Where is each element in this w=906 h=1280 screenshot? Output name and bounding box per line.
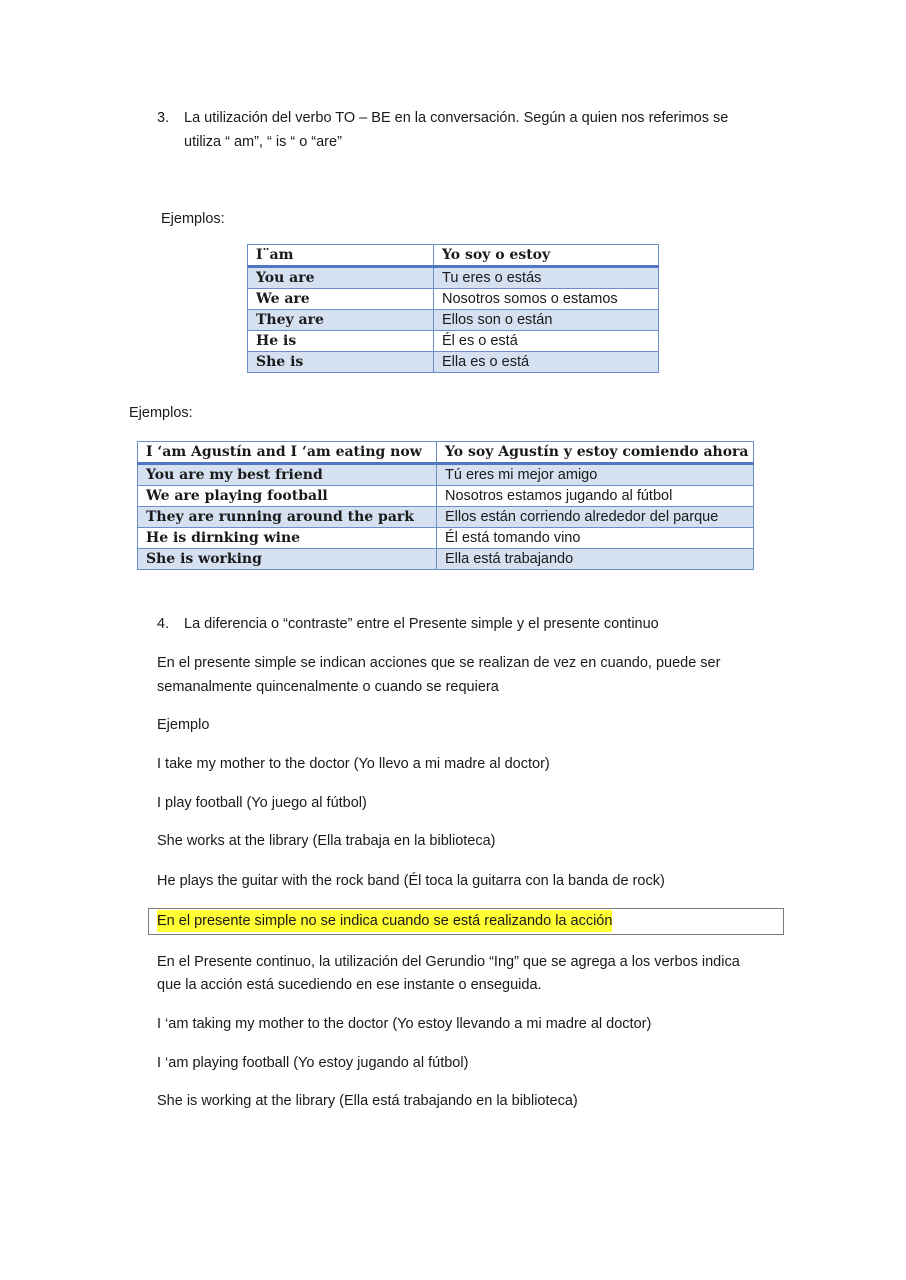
simple-example: I take my mother to the doctor (Yo llevo a mi madre al doctor) bbox=[157, 756, 550, 772]
table-cell-english: I ‘am Agustín and I ‘am eating now bbox=[138, 442, 437, 464]
table-cell-spanish: Ellos son o están bbox=[434, 310, 659, 331]
table-cell-english: We are bbox=[248, 289, 434, 310]
table-row bbox=[248, 245, 659, 267]
example-label: Ejemplo bbox=[157, 717, 210, 733]
table-cell-english: You are my best friend bbox=[138, 464, 437, 486]
continuous-example: She is working at the library (Ella está trabajando en la biblioteca) bbox=[157, 1093, 578, 1109]
table-cell-spanish: Tu eres o estás bbox=[434, 267, 659, 289]
table-cell-spanish: Ella es o está bbox=[434, 352, 659, 373]
table-row bbox=[248, 331, 659, 352]
table-row bbox=[138, 528, 754, 549]
simple-example: He plays the guitar with the rock band (Él toca la guitarra con la banda de rock) bbox=[157, 873, 665, 889]
to-be-table bbox=[247, 244, 659, 373]
simple-example: She works at the library (Ella trabaja en la biblioteca) bbox=[157, 833, 496, 849]
simple-intro-line-1: En el presente simple se indican acciones que se realizan de vez en cuando, puede ser bbox=[157, 655, 721, 671]
table-cell-english: She is bbox=[248, 352, 434, 373]
sentences-table bbox=[137, 441, 754, 570]
simple-intro-line-2: semanalmente quincenalmente o cuando se requiera bbox=[157, 679, 499, 695]
continuous-intro-line-2: que la acción está sucediendo en ese instante o enseguida. bbox=[157, 977, 542, 993]
table-cell-english: They are bbox=[248, 310, 434, 331]
continuous-intro-line-1: En el Presente continuo, la utilización del Gerundio “Ing” que se agrega a los verbos indica bbox=[157, 954, 740, 970]
table-cell-spanish: Yo soy o estoy bbox=[434, 245, 659, 267]
table-row bbox=[248, 310, 659, 331]
table-cell-english: He is bbox=[248, 331, 434, 352]
table-cell-english: I¨am bbox=[248, 245, 434, 267]
table-row bbox=[248, 352, 659, 373]
table-cell-english: She is working bbox=[138, 549, 437, 570]
list-number: 3. bbox=[157, 110, 170, 126]
table-cell-english: We are playing football bbox=[138, 486, 437, 507]
table-cell-spanish: Nosotros estamos jugando al fútbol bbox=[437, 486, 754, 507]
table-row bbox=[138, 549, 754, 570]
continuous-example: I ‘am taking my mother to the doctor (Yo estoy llevando a mi madre al doctor) bbox=[157, 1016, 652, 1032]
table-cell-spanish: Él está tomando vino bbox=[437, 528, 754, 549]
table-row bbox=[138, 507, 754, 528]
table-row bbox=[138, 464, 754, 486]
table-cell-english: They are running around the park bbox=[138, 507, 437, 528]
table-cell-spanish: Él es o está bbox=[434, 331, 659, 352]
table-row bbox=[138, 442, 754, 464]
table-cell-spanish: Ella está trabajando bbox=[437, 549, 754, 570]
continuous-example: I ‘am playing football (Yo estoy jugando al fútbol) bbox=[157, 1055, 469, 1071]
table-cell-spanish: Tú eres mi mejor amigo bbox=[437, 464, 754, 486]
highlight-note: En el presente simple no se indica cuando se está realizando la acción bbox=[157, 910, 612, 932]
examples-label-1: Ejemplos: bbox=[161, 211, 225, 227]
section-4-title: La diferencia o “contraste” entre el Presente simple y el presente continuo bbox=[184, 616, 659, 632]
table-row bbox=[248, 289, 659, 310]
examples-label-2: Ejemplos: bbox=[129, 405, 193, 421]
table-cell-spanish: Nosotros somos o estamos bbox=[434, 289, 659, 310]
table-cell-spanish: Ellos están corriendo alrededor del parque bbox=[437, 507, 754, 528]
highlight-note-box bbox=[148, 908, 784, 935]
section-3-line-2: utiliza “ am”, “ is “ o “are” bbox=[184, 134, 342, 150]
table-cell-english: He is dirnking wine bbox=[138, 528, 437, 549]
table-row bbox=[138, 486, 754, 507]
section-3-line-1: La utilización del verbo TO – BE en la conversación. Según a quien nos referimos se bbox=[184, 110, 729, 126]
simple-example: I play football (Yo juego al fútbol) bbox=[157, 795, 367, 811]
table-row bbox=[248, 267, 659, 289]
table-cell-english: You are bbox=[248, 267, 434, 289]
table-cell-spanish: Yo soy Agustín y estoy comiendo ahora bbox=[437, 442, 754, 464]
list-number: 4. bbox=[157, 616, 170, 632]
